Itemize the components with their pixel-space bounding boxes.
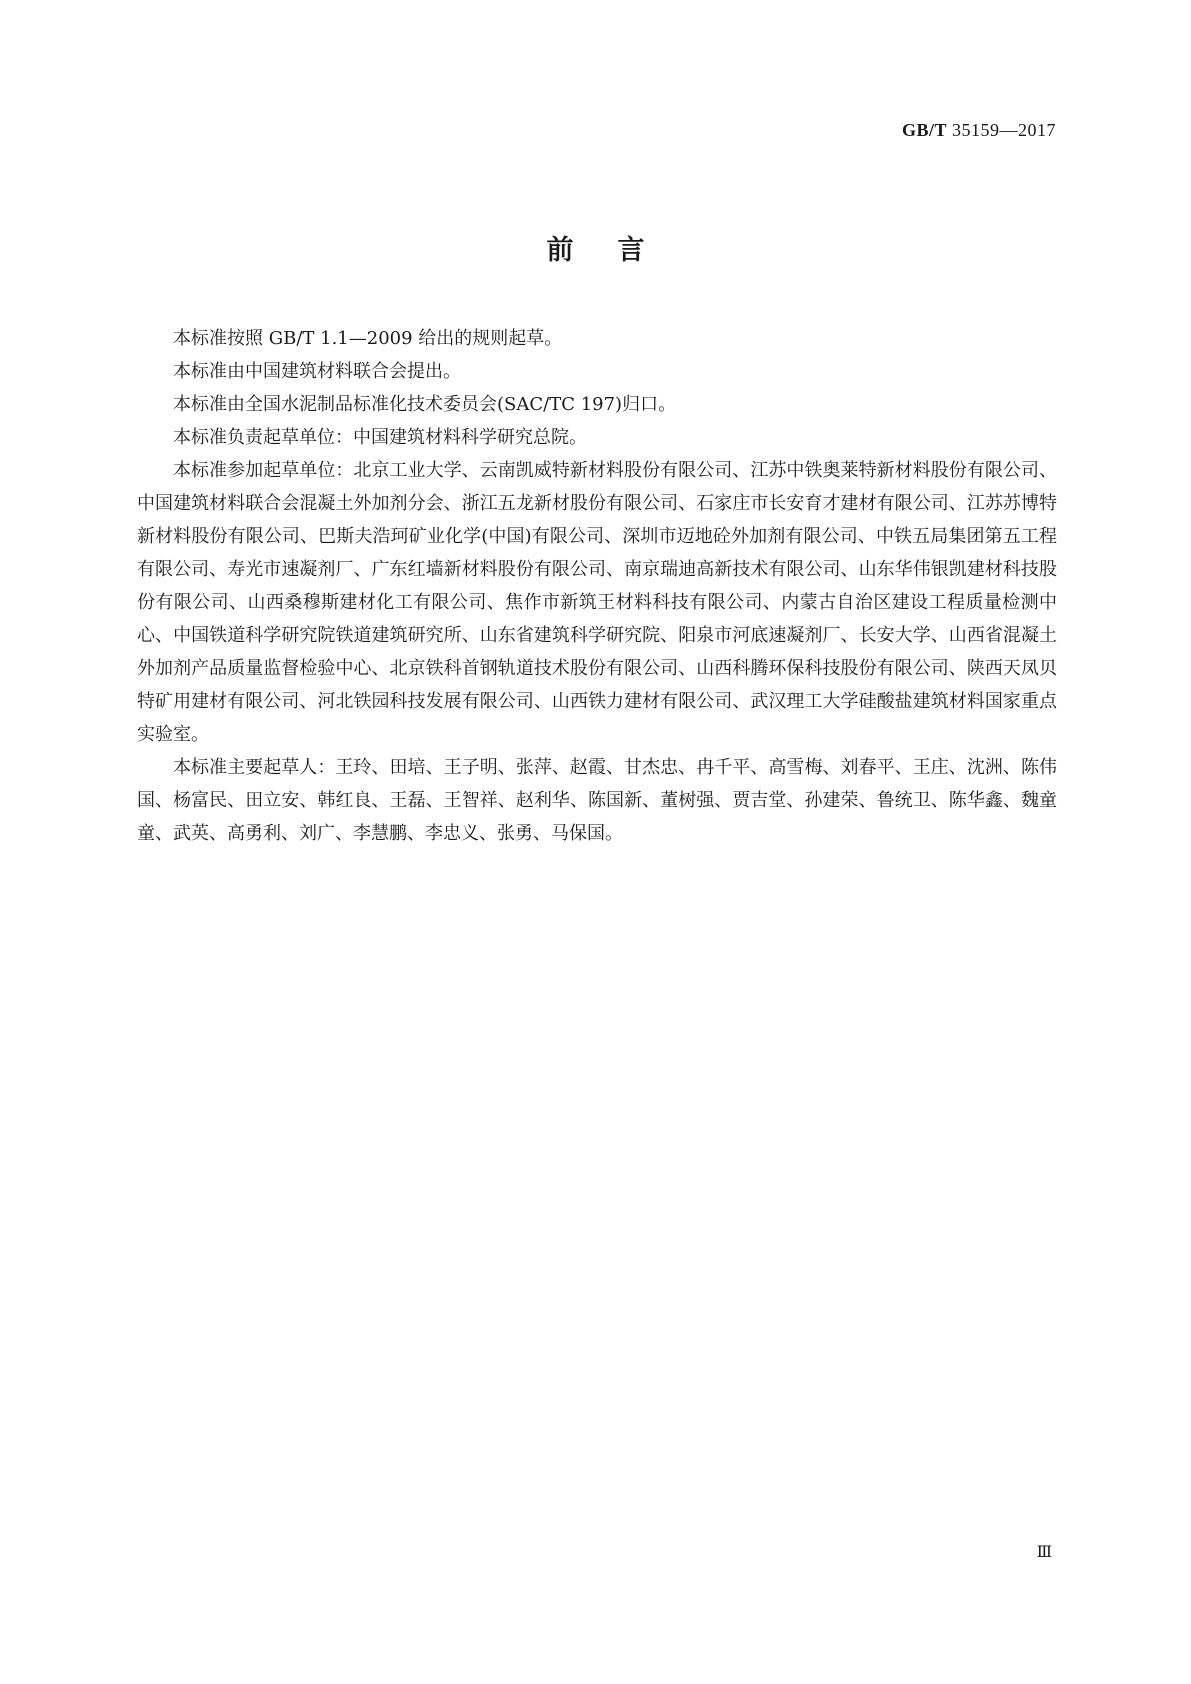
page-title: 前言 <box>546 235 689 266</box>
paragraph-proposer: 本标准由中国建筑材料联合会提出。 <box>173 361 461 382</box>
paragraph-participating-units: 本标准参加起草单位：北京工业大学、云南凯威特新材料股份有限公司、江苏中铁奥莱特新材料股份有限公司、中国建筑材料联合会混凝土外加剂分会、浙江五龙新材股份有限公司、石家庄市长安育才建材有限公司、江苏苏博特新材料股份有限公司、巴斯夫浩珂矿业化学(中国)有限公司、深圳市迈地砼外加剂有限公司、中铁五局集团第五工程有限公司、寿光市速凝剂厂、广东红墙新材料股份有限公司、南京瑞迪高新技术有限公司、山东华伟银凯建材科技股份有限公司、山西桑穆斯建材化工有限公司、焦作市新筑王材料科技有限公司、内蒙古自治区建设工程质量检测中心、中国铁道科学研究院铁道建筑研究所、山东省建筑科学研究院、阳泉市河底速凝剂厂、长安大学、山西省混凝土外加剂产品质量监督检验中心、北京铁科首钢轨道技术股份有限公司、山西科腾环保科技股份有限公司、陕西天凤贝特矿用建材有限公司、河北铁园科技发展有限公司、山西铁力建材有限公司、武汉理工大学硅酸盐建筑材料国家重点实验室。 <box>137 460 1057 745</box>
foreword-body <box>137 322 1057 850</box>
standard-number: 35159—2017 <box>947 120 1056 140</box>
paragraph-drafting-rules: 本标准按照 GB/T 1.1—2009 给出的规则起草。 <box>173 328 563 349</box>
standard-prefix: GB/T <box>901 120 947 140</box>
paragraph-jurisdiction: 本标准由全国水泥制品标准化技术委员会(SAC/TC 197)归口。 <box>173 394 677 415</box>
paragraph-main-drafters: 本标准主要起草人：王玲、田培、王子明、张萍、赵霞、甘杰忠、冉千平、高雪梅、刘春平、王庄、沈洲、陈伟国、杨富民、田立安、韩红良、王磊、王智祥、赵利华、陈国新、董树强、贾吉堂、孙建荣、鲁统卫、陈华鑫、魏童童、武英、高勇利、刘广、李慧鹏、李忠义、张勇、马保国。 <box>137 757 1057 844</box>
paragraph-lead-drafter: 本标准负责起草单位：中国建筑材料科学研究总院。 <box>173 427 587 448</box>
page-number: Ⅲ <box>1036 1544 1052 1561</box>
document-code <box>902 120 1056 141</box>
